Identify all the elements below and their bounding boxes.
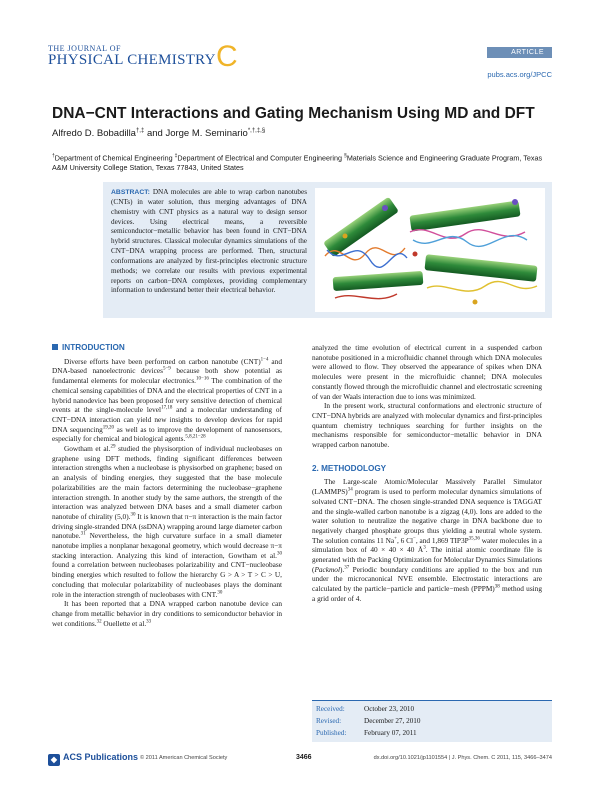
article-history: [312, 700, 552, 742]
abstract-text: [111, 188, 307, 296]
abstract-body: DNA molecules are able to wrap carbon nanotubes (CNTs) in water solution, thus merging advantages of DNA chemistry with CNT physics as a natural way to design sensor devices. Using electrical means, a reversible semiconductor−metallic behavior has been found in CNT−DNA hybrid structures. Classical molecular dynamics simulations of the CNT−DNA wrapping process are performed. Then, structural conformations are analyzed by first-principles electronic structure methods; we correlate our results with previous experimental reports on carbon−DNA complexes, providing complementary information to understand better their electrical behavior.: [111, 188, 307, 295]
history-received: Received: October 23, 2010: [316, 705, 415, 713]
journal-logo-the: THE JOURNAL OF: [48, 44, 121, 53]
doi-citation-link[interactable]: dx.doi.org/10.1021/jp1101554 | J. Phys. Chem. C 2011, 115, 3466–3474: [373, 755, 552, 761]
author-affil-marks: †,‡: [135, 128, 145, 134]
section-bullet-icon: [52, 344, 58, 350]
affil-mark: §: [344, 153, 347, 159]
article-type-badge: ARTICLE: [487, 47, 552, 58]
acs-publications-logo: ◆ ACS Publications: [48, 752, 138, 766]
article-title: DNA−CNT Interactions and Gating Mechanism Using MD and DFT: [52, 105, 535, 122]
paragraph: The Large-scale Atomic/Molecular Massively Parallel Simulator (LAMMPS)$^{34}$ program is used to perform molecular dynamics simulations of solvated CNT−DNA. The chosen single-stranded DNA sequence is TAGGAT and the single-walled carbon nanotube is a zigzag (4,0). Ions are added to the water solution to neutralize the negative charge in DNA backbone due to negatively charged phosphate groups thus yielding a neutral whole system. The solution contains 11 Na+, 6 Cl−, and 1,869 $TIP3P^{35,36}$ water molecules in a simulation box of 40 × 40 × 40 $Å^3$. The initial atomic coordinate file is generated with the Packing Optimization for Molecular Dynamics Simulations (Packmol).$^{37}$ Periodic boundary conditions are applied to the box and run under the microcanonical NVE ensemble. Electrostatic interactions are calculated by the particle−particle and particle−mesh (PPPM)$^{38}$ method using a grid order of 4.: [312, 477, 543, 603]
affil-text: Department of Chemical Engineering: [54, 153, 175, 163]
nanotube-illustration: [323, 197, 537, 291]
journal-logo-name: PHYSICAL CHEMISTRY: [48, 52, 216, 68]
section-heading-methodology: 2. METHODOLOGY: [312, 463, 387, 473]
affil-text: Department of Electrical and Computer Engineering: [177, 153, 345, 163]
toc-graphic: [315, 188, 545, 312]
history-published: Published: February 07, 2011: [316, 729, 417, 737]
author-list: [52, 128, 265, 139]
author-name[interactable]: Alfredo D. Bobadilla: [52, 128, 136, 140]
journal-url-link[interactable]: pubs.acs.org/JPCC: [487, 70, 552, 79]
affiliations: [52, 151, 552, 173]
affil-text: Materials Science and Engineering Graduate Program, Texas A&M University College Station, Texas 77843, United States: [52, 153, 543, 173]
copyright: © 2011 American Chemical Society: [140, 755, 228, 761]
page-footer: [48, 752, 552, 766]
left-column: [52, 343, 282, 628]
page-number: 3466: [296, 754, 312, 761]
paragraph: Diverse efforts have been performed on carbon nanotube (CNT)$^{1-4}$ and DNA-based nanoelectronic devices$^{5-9}$ because both show potential as fundamental elements for molecular electronics.$^{10-16}$ The combination of the chemical sensing capabilities of DNA and the electrical properties of CNT in a hybrid nanodevice has been proposed for very sensitive detection of chemical events at the single-molecule level$^{17,18}$ and a molecular understanding of CNT−DNA interaction can yield new insights to develop devices for rapid DNA sequencing$^{19,20}$ as well as to improve the development of nanosensors, especially for chemical and biological agents.$^{5,8,21-28}$: [52, 356, 282, 444]
author-separator: and: [144, 128, 166, 140]
paragraph: analyzed the time evolution of electrical current in a suspended carbon nanotube positioned in a microfluidic channel through which DNA molecules were allowed to flow. They observed the appearance of spikes when DNA molecules were present in the microfluidic channel; DNA molecules constantly flowed through the microfluidic channel and electrostatic screening of van der Waals interaction due to ions was minimized.: [312, 343, 542, 401]
author-affil-marks: *,†,‡,§: [247, 128, 266, 134]
abstract-box: [103, 182, 552, 318]
section-heading-introduction: [52, 343, 282, 353]
author-name[interactable]: Jorge M. Seminario: [165, 128, 248, 140]
affil-mark: †: [52, 153, 55, 159]
acs-logo-icon: ◆: [48, 754, 60, 766]
journal-logo: [48, 40, 248, 78]
right-column: [312, 343, 542, 604]
paragraph: Gowtham et al.$^{29}$ studied the physisorption of individual nucleobases on graphene using DFT methods, finding significant differences between interaction strengths when a nucleobase is physisorbed on graphene; based on an analysis of binding energies, they suggested that the base molecule polarizabilities are the main factors determining the nucleobase−graphene interaction strength. In another study by the same authors, the strength of the interaction was analyzed between DNA bases and a small diameter carbon nanotube of chirality (5,0).$^{30}$ It is known that π−π interaction is the main factor driving single-stranded DNA (ssDNA) wrapping around large diameter carbon nanotube.$^{31}$ Nevertheless, the high curvature surface in a small diameter nanotube implies a nonplanar hexagonal geometry, which would decrease π−π stacking interaction. Analyzing this kind of interaction, Gowtham et al.$^{30}$ found a correlation between nucleobases polarizability and CNT−nucleobase binding energies which resulted to follow the hierarchy G > A > T > C > U, concluding that molecular polarizability of nucleobases plays the dominant role in the interaction strength of nucleobases with CNT.$^{30}$: [52, 444, 282, 599]
paragraph: It has been reported that a DNA wrapped carbon nanotube device can change from metallic behavior in dry conditions to semiconductor behavior in wet conditions.$^{32}$ Ouellette et al.$^{33}$: [52, 599, 282, 628]
history-revised: Revised: December 27, 2010: [316, 717, 421, 725]
journal-logo-letter: C: [216, 40, 238, 73]
paragraph: In the present work, structural conformations and electronic structure of CNT−DNA hybrids are analyzed with molecular dynamics and first-principles quantum chemistry techniques searching for further insights on the mechanisms responsible for semiconductor−metallic behavior in DNA wrapped carbon nanotube.: [312, 401, 542, 450]
section-heading-text: INTRODUCTION: [62, 343, 125, 352]
abstract-label: ABSTRACT:: [111, 189, 150, 196]
affil-mark: ‡: [174, 153, 178, 159]
